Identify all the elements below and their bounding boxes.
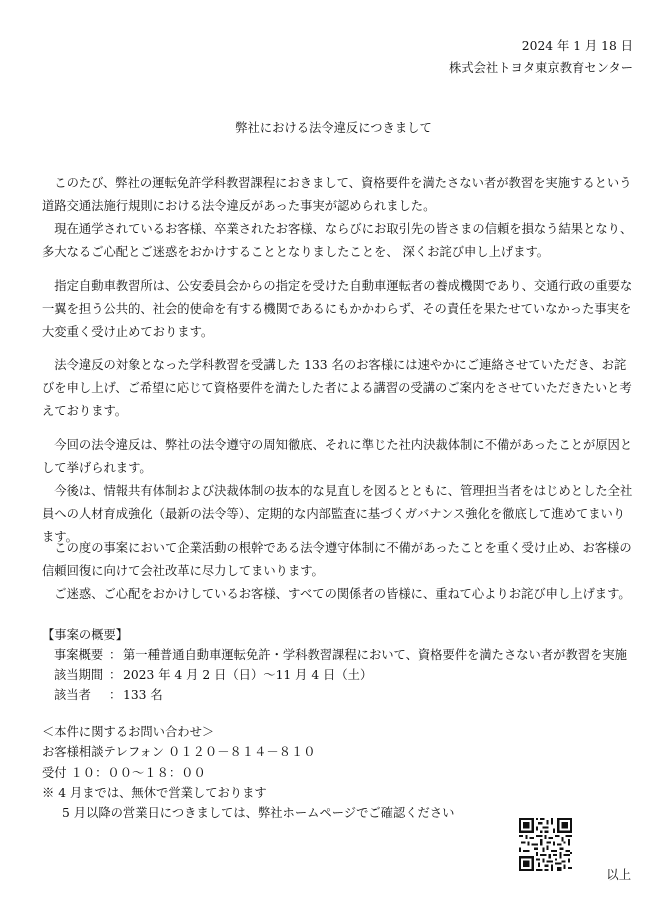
summary-label-affected: 該当者 <box>54 688 91 702</box>
contact-heading: ＜本件に関するお問い合わせ＞ <box>42 725 215 739</box>
summary-separator: ： <box>109 668 122 682</box>
summary-value-affected: 133 名 <box>123 688 163 702</box>
paragraph-measures: 今後は、情報共有体制および決裁体制の抜本的な見直しを図るとともに、管理担当者をはじめとした全社員への人材育成強化（最新の法令等）、定期的な内部監査に基づくガバナンス強化を徹底して進めてまいります。 <box>42 484 633 544</box>
summary-separator: ： <box>109 688 122 702</box>
paragraph-responsibility: 指定自動車教習所は、公安委員会からの指定を受けた自動車運転者の養成機関であり、交通行政の重要な一翼を担う公共的、社会的使命を有する機関であるにもかかわらず、その責任を果たせていなかった事実を大変重く受け止めております。 <box>42 279 633 339</box>
paragraph-closing-apology: ご迷惑、ご心配をおかけしているお客様、すべての関係者の皆様に、重ねて心よりお詫び申し上げます。 <box>42 587 631 601</box>
summary-heading: 【事案の概要】 <box>42 628 129 642</box>
summary-value-period: 2023 年 4 月 2 日（日）～11 月 4 日（土） <box>123 668 373 682</box>
paragraph-cause: 今回の法令違反は、弊社の法令遵守の周知徹底、それに準じた社内決裁体制に不備があったことが原因として挙げられます。 <box>42 438 633 475</box>
paragraph-apology: 現在通学されているお客様、卒業されたお客様、ならびにお取引先の皆さまの信頼を損なう結果となり、多大なるご心配とご迷惑をおかけすることとなりましたことを、 深くお詫び申し上げます。 <box>42 222 633 259</box>
contact-hours: 受付 １０：００～１８：００ <box>42 766 206 780</box>
summary-label-period: 該当期間 <box>54 668 104 682</box>
contact-note-april: ※ 4 月までは、無休で営業しております <box>42 786 267 800</box>
issue-date: 2024 年 1 月 18 日 <box>521 39 633 53</box>
summary-separator: ： <box>109 648 122 662</box>
contact-phone: お客様相談テレフォン ０１２０－８１４－８１０ <box>42 745 316 759</box>
paragraph-reform: この度の事案において企業活動の根幹である法令遵守体制に不備があったことを重く受け止め、お客様の信頼回復に向けて会社改革に尽力してまいります。 <box>42 541 632 578</box>
paragraph-customer-contact: 法令違反の対象となった学科教習を受講した 133 名のお客様には速やかにご連絡させていただき、お詫びを申し上げ、ご希望に応じて資格要件を満たした者による講習の受講のご案内をさせていただきたいと考えております。 <box>42 358 632 418</box>
paragraph-violation: このたび、弊社の運転免許学科教習課程におきまして、資格要件を満たさない者が教習を実施するという道路交通法施行規則における法令違反があった事実が認められました。 <box>42 176 632 213</box>
closing-mark: 以上 <box>606 868 631 882</box>
summary-label-overview: 事案概要 <box>54 648 104 662</box>
company-name: 株式会社トヨタ東京教育センター <box>449 61 633 75</box>
contact-note-may: 5 月以降の営業日につきましては、弊社ホームページでご確認ください <box>62 806 455 820</box>
document-title: 弊社における法令違反につきまして <box>235 121 432 135</box>
qr-code-image <box>519 818 572 871</box>
summary-value-overview: 第一種普通自動車運転免許・学科教習課程において、資格要件を満たさない者が教習を実施 <box>123 648 627 662</box>
